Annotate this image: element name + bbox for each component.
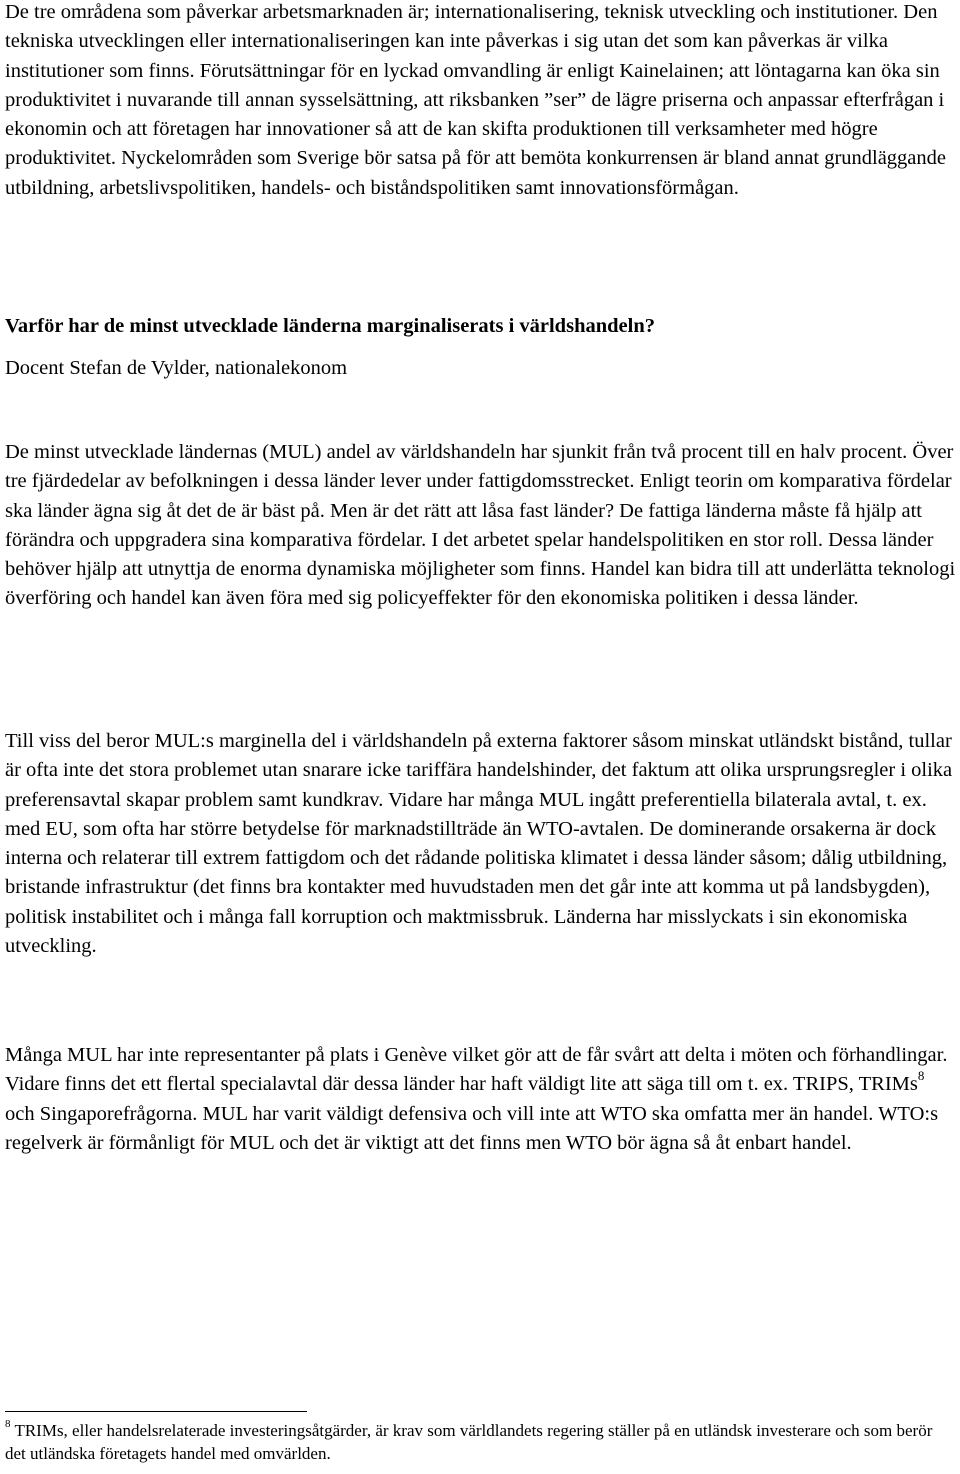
paragraph-4-text-after-ref: och Singaporefrågorna. MUL har varit väldigt defensiva och vill inte att WTO ska omfatta mer än handel. WTO:s regelverk är förmånligt för MUL och det är viktigt att det finns men WTO bör ägna så åt enbart handel. xyxy=(5,1102,939,1154)
footnote-number: 8 xyxy=(5,1418,11,1431)
section-heading: Varför har de minst utvecklade länderna marginaliserats i världshandeln? xyxy=(5,315,655,337)
body-paragraph-4 xyxy=(5,1041,957,1158)
footnote-text: TRIMs, eller handelsrelaterade investeringsåtgärder, är krav som världlandets regering ställer på en utländsk investerare och som berör det utländska företagets handel med omvärlden. xyxy=(5,1421,933,1463)
author-line: Docent Stefan de Vylder, nationalekonom xyxy=(5,357,348,379)
footnote-separator xyxy=(5,1411,307,1412)
body-paragraph-1: De tre områdena som påverkar arbetsmarknaden är; internationalisering, teknisk utveckling och institutioner. Den tekniska utvecklingen eller internationaliseringen kan inte påverkas i sig utan det som kan påverkas är vilka institutioner som finns. Förutsättningar för en lyckad omvandling är enligt Kainelainen; att löntagarna kan öka sin produktivitet i nuvarande till annan sysselsättning, att riksbanken ”ser” de lägre priserna och anpassar efterfrågan i ekonomin och att företagen har innovationer så att de kan skifta produktionen till verksamheter med högre produktivitet. Nyckelområden som Sverige bör satsa på för att bemöta konkurrensen är bland annat grundläggande utbildning, arbetslivspolitiken, handels- och biståndspolitiken samt innovationsförmågan. xyxy=(5,1,947,199)
body-paragraph-2: De minst utvecklade ländernas (MUL) andel av världshandeln har sjunkit från två procent till en halv procent. Över tre fjärdedelar av befolkningen i dessa länder lever under fattigdomsstrecket. Enligt teorin om komparativa fördelar ska länder ägna sig åt det de är bäst på. Men är det rätt att låsa fast länder? De fattiga länderna måste få hjälp att förändra och uppgradera sina komparativa fördelar. I det arbetet spelar handelspolitiken en stor roll. Dessa länder behöver hjälp att utnyttja de enorma dynamiska möjligheter som finns. Handel kan bidra till att underlätta teknologi överföring och handel kan även föra med sig policyeffekter för den ekonomiska politiken i dessa länder. xyxy=(5,441,956,610)
paragraph-4-text-before-ref: Många MUL har inte representanter på plats i Genève vilket gör att de får svårt att delta i möten och förhandlingar. Vidare finns det ett flertal specialavtal där dessa länder har haft väldigt lite att säga till om t. ex. TRIPS, TRIMs xyxy=(5,1044,948,1096)
footnote-reference[interactable]: 8 xyxy=(917,1068,925,1084)
body-paragraph-3: Till viss del beror MUL:s marginella del i världshandeln på externa faktorer såsom minskat utländskt bistånd, tullar är ofta inte det stora problemet utan snarare icke tariffära handelshinder, det faktum att olika ursprungsregler i olika preferensavtal skapar problem samt kundkrav. Vidare har många MUL ingått preferentiella bilaterala avtal, t. ex. med EU, som ofta har större betydelse för marknadstillträde än WTO-avtalen. De dominerande orsakerna är dock interna och relaterar till extrem fattigdom och det rådande politiska klimatet i dessa länder såsom; dålig utbildning, bristande infrastruktur (det finns bra kontakter med huvudstaden men det går inte att komma ut på landsbygden), politisk instabilitet och i många fall korruption och maktmissbruk. Länderna har misslyckats i sin ekonomiska utveckling. xyxy=(5,730,953,958)
footnote xyxy=(5,1419,957,1465)
